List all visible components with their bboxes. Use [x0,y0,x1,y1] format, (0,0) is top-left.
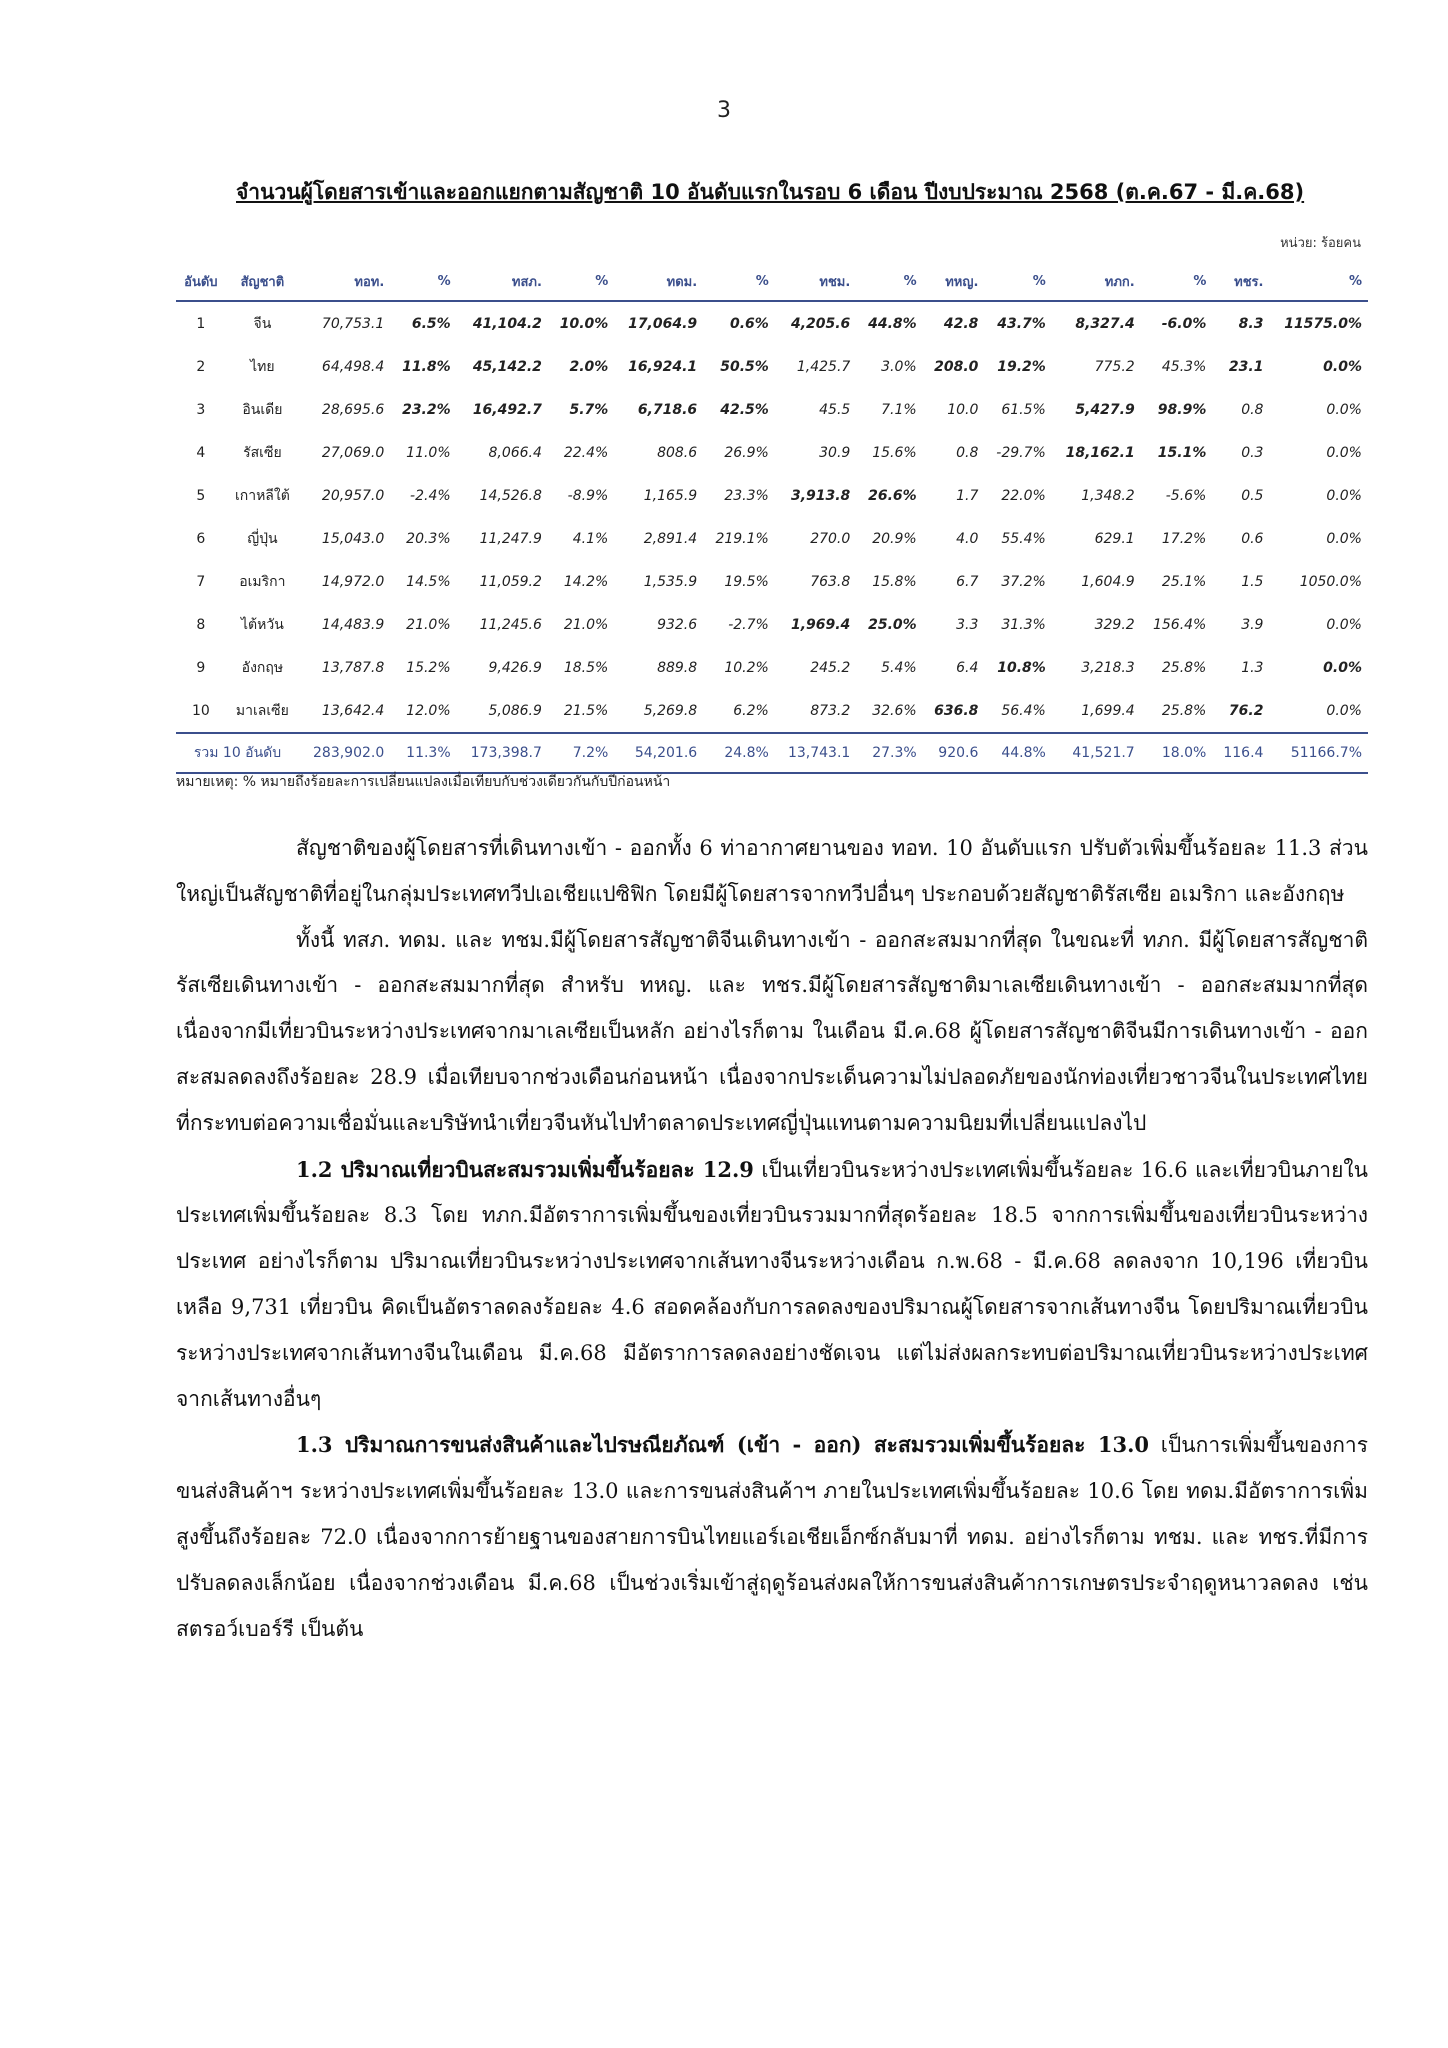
table-cell: 45.3% [1161,358,1207,375]
paragraph-cargo-body: เป็นการเพิ่มขึ้นของการขนส่งสินค้าฯ ระหว่างประเทศเพิ่มขึ้นร้อยละ 13.0 และการขนส่งสินค้าฯ ภายในประเทศเพิ่มขึ้นร้อยละ 10.6 โดย ทดม.มีอัตราการเพิ่มสูงขึ้นถึงร้อยละ 72.0 เนื่องจากการย้ายฐานของสายการบินไทยแอร์เอเชียเอ็กซ์กลับมาที่ ทดม. อย่างไรก็ตาม ทชม. และ ทชร.ที่มีการปรับลดลงเล็กน้อย เนื่องจากช่วงเดือน มี.ค.68 เป็นช่วงเริ่มเข้าสู่ฤดูร้อนส่งผลให้การขนส่งสินค้าการเกษตรประจำฤดูหนาวลดลง เช่น สตรอว์เบอร์รี เป็นต้น [176,1433,1368,1641]
table-cell: 889.8 [657,659,698,676]
table-cell: 18.0% [1141,733,1213,773]
page-number: 3 [717,98,731,123]
table-cell: 23.2% [402,401,451,418]
table-cell: 44.8% [984,733,1051,773]
table-cell: 6.4 [956,659,979,676]
table-cell: 6,718.6 [637,401,698,418]
nationality-cell: รัสเซีย [243,444,282,461]
paragraph-nationality-summary: สัญชาติของผู้โดยสารที่เดินทางเข้า - ออกทั้ง 6 ท่าอากาศยานของ ทอท. 10 อันดับแรก ปรับตัวเพิ่มขึ้นร้อยละ 11.3 ส่วนใหญ่เป็นสัญชาติที่อยู่ในกลุ่มประเทศทวีปเอเชียแปซิฟิก โดยมีผู้โดยสารจากทวีปอื่นๆ ประกอบด้วยสัญชาติรัสเซีย อเมริกา และอังกฤษ [176,836,1368,906]
table-cell: 15.8% [872,573,917,590]
table-cell: 25.8% [1161,659,1207,676]
table-total-row [176,733,1368,773]
table-cell: -2.7% [728,616,769,633]
table-cell: 283,902.0 [299,733,390,773]
table-cell: 18,162.1 [1065,444,1135,461]
header-hdy: ทหญ. [923,262,985,301]
table-body [176,301,1368,733]
table-cell: 1,604.9 [1081,573,1135,590]
table-cell: 3.0% [881,358,917,375]
table-cell: 0.6% [730,315,769,332]
table-cell: 20.3% [406,530,451,547]
table-cell: 6.7 [956,573,979,590]
section-heading-cargo: 1.3 ปริมาณการขนส่งสินค้าและไปรษณียภัณฑ์ (เข้า - ออก) สะสมรวมเพิ่มขึ้นร้อยละ 13.0 [296,1432,1149,1458]
table-cell: 1.3 [1241,659,1264,676]
table-cell: 45,142.2 [472,358,542,375]
table-row [176,431,1368,474]
table-cell: 21.0% [406,616,451,633]
table-cell: 1,425.7 [796,358,851,375]
nationality-cell: มาเลเซีย [235,702,289,719]
table-cell: 14,526.8 [479,487,542,504]
header-bkk: ทสภ. [457,262,548,301]
table-cell: 1,535.9 [643,573,698,590]
table-cell: 16,924.1 [628,358,698,375]
header-pct: % [1269,262,1368,301]
table-cell: 22.4% [563,444,609,461]
table-cell: 18.5% [563,659,609,676]
table-cell: 173,398.7 [457,733,548,773]
table-row [176,517,1368,560]
nationality-cell: อังกฤษ [241,659,284,676]
nationality-table [176,262,1368,774]
table-cell: 44.8% [868,315,917,332]
table-cell: 0.0% [1326,702,1362,719]
table-cell: 32.6% [872,702,917,719]
table-cell: 8,327.4 [1075,315,1135,332]
table-cell: 219.1% [715,530,769,547]
table-cell: 17,064.9 [628,315,698,332]
table-cell: 2,891.4 [643,530,698,547]
table-cell: 51166.7% [1269,733,1368,773]
rank-cell: 5 [196,487,206,504]
table-cell: 329.2 [1094,616,1135,633]
table-cell: 8.3 [1238,315,1264,332]
table-cell: 10.0 [947,401,979,418]
table-cell: 10.0% [559,315,609,332]
table-cell: 0.0% [1326,616,1362,633]
body-text [176,826,1368,1652]
total-label: รวม 10 อันดับ [176,733,299,773]
table-cell: 3.9 [1241,616,1264,633]
table-row [176,474,1368,517]
table-row [176,689,1368,733]
table-cell: 21.0% [563,616,609,633]
table-cell: 15,043.0 [321,530,385,547]
header-rank: อันดับ [176,262,226,301]
rank-cell: 8 [196,616,206,633]
table-cell: 4.1% [572,530,609,547]
header-pct: % [703,262,775,301]
table-cell: 15.6% [872,444,917,461]
table-cell: 7.1% [881,401,917,418]
table-cell: 25.1% [1161,573,1207,590]
header-pct: % [1141,262,1213,301]
table-cell: 270.0 [810,530,851,547]
table-cell: 10.2% [724,659,769,676]
table-cell: 26.9% [724,444,769,461]
table-cell: 0.3 [1241,444,1264,461]
table-title: จำนวนผู้โดยสารเข้าและออกแยกตามสัญชาติ 10 อันดับแรกในรอบ 6 เดือน ปีงบประมาณ 2568 (ต.ค.67 - มี.ค.68) [236,180,1305,204]
table-cell: 42.5% [720,401,769,418]
table-cell: 19.5% [724,573,769,590]
nationality-cell: ไต้หวัน [240,616,284,633]
table-cell: 116.4 [1212,733,1269,773]
table-row [176,301,1368,345]
table-row [176,388,1368,431]
table-cell: 23.1 [1228,358,1264,375]
table-cell: -6.0% [1161,315,1207,332]
nationality-cell: อินเดีย [242,401,283,418]
table-cell: -8.9% [567,487,609,504]
table-row [176,603,1368,646]
table-cell: 27,069.0 [321,444,385,461]
table-cell: 14.5% [406,573,451,590]
table-cell: 5,427.9 [1075,401,1135,418]
rank-cell: 3 [196,401,206,418]
table-cell: 11,059.2 [479,573,542,590]
table-cell: 11.8% [402,358,451,375]
table-cell: -2.4% [410,487,451,504]
rank-cell: 7 [196,573,206,590]
paragraph-nationality-detail: ทั้งนี้ ทสภ. ทดม. และ ทชม.มีผู้โดยสารสัญชาติจีนเดินทางเข้า - ออกสะสมมากที่สุด ในขณะที่ ทภก. มีผู้โดยสารสัญชาติรัสเซียเดินทางเข้า - ออกสะสมมากที่สุด สำหรับ ทหญ. และ ทชร.มีผู้โดยสารสัญชาติมาเลเซียเดินทางเข้า - ออกสะสมมากที่สุด เนื่องจากมีเที่ยวบินระหว่างประเทศจากมาเลเซียเป็นหลัก อย่างไรก็ตาม ในเดือน มี.ค.68 ผู้โดยสารสัญชาติจีนมีการเดินทางเข้า - ออกสะสมลดลงถึงร้อยละ 28.9 เมื่อเทียบจากช่วงเดือนก่อนหน้า เนื่องจากประเด็นความไม่ปลอดภัยของนักท่องเที่ยวชาวจีนในประเทศไทยที่กระทบต่อความเชื่อมั่นและบริษัทนำเที่ยวจีนหันไปทำตลาดประเทศญี่ปุ่นแทนตามความนิยมที่เปลี่ยนแปลงไป [176,927,1368,1135]
table-cell: 0.0% [1326,487,1362,504]
table-cell: 55.4% [1001,530,1046,547]
table-cell: 12.0% [406,702,451,719]
table-cell: 5,269.8 [643,702,698,719]
table-cell: 1.7 [956,487,979,504]
table-cell: 763.8 [810,573,851,590]
table-cell: 11.3% [390,733,456,773]
table-cell: 0.5 [1241,487,1264,504]
table-cell: 31.3% [1001,616,1046,633]
table-cell: 14,972.0 [321,573,385,590]
rank-cell: 1 [196,315,206,332]
rank-cell: 9 [196,659,206,676]
table-cell: 1,165.9 [643,487,698,504]
table-cell: 6.5% [411,315,451,332]
table-cell: 16,492.7 [472,401,542,418]
table-cell: 56.4% [1001,702,1046,719]
table-cell: 61.5% [1001,401,1046,418]
table-cell: 11,247.9 [479,530,542,547]
table-cell: 43.7% [997,315,1046,332]
table-cell: 30.9 [819,444,851,461]
table-cell: -29.7% [996,444,1046,461]
table-cell: 9,426.9 [488,659,542,676]
table-cell: 23.3% [724,487,769,504]
table-cell: 636.8 [934,702,979,719]
table-cell: 775.2 [1094,358,1135,375]
table-footnote: หมายเหตุ: % หมายถึงร้อยละการเปลี่ยนแปลงเมื่อเทียบกับช่วงเดียวกันกับปีก่อนหน้า [176,774,671,790]
table-cell: 5.7% [569,401,609,418]
table-cell: 25.0% [868,616,917,633]
table-cell: 0.8 [956,444,979,461]
paragraph-flights-body: เป็นเที่ยวบินระหว่างประเทศเพิ่มขึ้นร้อยละ 16.6 และเที่ยวบินภายในประเทศเพิ่มขึ้นร้อยละ 8.3 โดย ทภก.มีอัตราการเพิ่มขึ้นของเที่ยวบินรวมมากที่สุดร้อยละ 18.5 จากการเพิ่มขึ้นของเที่ยวบินระหว่างประเทศ อย่างไรก็ตาม ปริมาณเที่ยวบินระหว่างประเทศจากเส้นทางจีนระหว่างเดือน ก.พ.68 - มี.ค.68 ลดลงจาก 10,196 เที่ยวบิน เหลือ 9,731 เที่ยวบิน คิดเป็นอัตราลดลงร้อยละ 4.6 สอดคล้องกับการลดลงของปริมาณผู้โดยสารจากเส้นทางจีน โดยปริมาณเที่ยวบินระหว่างประเทศจากเส้นทางจีนในเดือน มี.ค.68 มีอัตราการลดลงอย่างชัดเจน แต่ไม่ส่งผลกระทบต่อปริมาณเที่ยวบินระหว่างประเทศจากเส้นทางอื่นๆ [176,1157,1369,1411]
table-cell: 41,521.7 [1052,733,1141,773]
table-cell: 8,066.4 [488,444,542,461]
table-cell: 20.9% [872,530,917,547]
table-cell: 4.0 [956,530,979,547]
table-cell: 0.0% [1326,444,1362,461]
table-cell: 808.6 [657,444,698,461]
table-cell: 2.0% [569,358,609,375]
section-heading-flights: 1.2 ปริมาณเที่ยวบินสะสมรวมเพิ่มขึ้นร้อยละ 12.9 [296,1156,754,1182]
table-cell: 98.9% [1157,401,1207,418]
table-cell: 3.3 [956,616,979,633]
header-dmk: ทดม. [614,262,703,301]
rank-cell: 2 [196,358,206,375]
table-cell: 11,245.6 [479,616,542,633]
nationality-cell: จีน [253,315,272,332]
header-nationality: สัญชาติ [226,262,299,301]
table-cell: 5,086.9 [488,702,542,719]
table-cell: 64,498.4 [321,358,385,375]
rank-cell: 10 [191,702,210,719]
table-cell: 17.2% [1161,530,1207,547]
table-cell: 208.0 [934,358,979,375]
table-cell: 22.0% [1001,487,1046,504]
table-cell: 11575.0% [1284,315,1362,332]
table-cell: 245.2 [810,659,851,676]
table-cell: 25.8% [1161,702,1207,719]
table-cell: 13,743.1 [775,733,856,773]
table-cell: 932.6 [657,616,698,633]
rank-cell: 4 [196,444,206,461]
table-cell: 28,695.6 [321,401,385,418]
table-cell: 21.5% [563,702,609,719]
table-cell: 0.0% [1323,659,1362,676]
table-cell: 41,104.2 [472,315,542,332]
table-cell: 14.2% [563,573,609,590]
nationality-cell: ไทย [250,358,275,375]
header-pct: % [856,262,922,301]
table-cell: 3,913.8 [790,487,851,504]
table-cell: 6.2% [733,702,769,719]
paragraph-flights [176,1147,1368,1423]
nationality-cell: อเมริกา [239,573,286,590]
table-cell: 15.1% [1157,444,1207,461]
unit-note: หน่วย: ร้อยคน [1280,236,1361,251]
table-cell: 5.4% [881,659,917,676]
table-cell: 76.2 [1228,702,1264,719]
table-cell: 19.2% [997,358,1046,375]
header-cnx: ทชม. [775,262,856,301]
rank-cell: 6 [196,530,206,547]
table-cell: 37.2% [1001,573,1046,590]
table-cell: 873.2 [810,702,851,719]
table-cell: 50.5% [720,358,769,375]
table-cell: 0.0% [1326,530,1362,547]
table-cell: 629.1 [1094,530,1135,547]
table-cell: 27.3% [856,733,922,773]
table-cell: 3,218.3 [1081,659,1135,676]
table-cell: -5.6% [1165,487,1207,504]
nationality-cell: เกาหลีใต้ [234,487,290,504]
table-cell: 0.0% [1326,401,1362,418]
table-cell: 0.0% [1323,358,1362,375]
table-cell: 0.6 [1241,530,1264,547]
table-cell: 70,753.1 [321,315,385,332]
table-cell: 26.6% [868,487,917,504]
table-cell: 11.0% [406,444,451,461]
table-cell: 54,201.6 [614,733,703,773]
table-row [176,646,1368,689]
table-cell: 920.6 [923,733,985,773]
table-cell: 1050.0% [1299,573,1362,590]
header-pct: % [984,262,1051,301]
header-pct: % [548,262,614,301]
table-cell: 1,969.4 [790,616,851,633]
table-cell: 13,787.8 [321,659,385,676]
table-cell: 14,483.9 [321,616,385,633]
table-cell: 20,957.0 [321,487,385,504]
header-cei: ทชร. [1212,262,1269,301]
table-cell: 4,205.6 [790,315,851,332]
header-aot: ทอท. [299,262,390,301]
nationality-cell: ญี่ปุ่น [247,530,278,547]
table-cell: 10.8% [997,659,1046,676]
table-cell: 24.8% [703,733,775,773]
table-cell: 13,642.4 [321,702,385,719]
table-row [176,345,1368,388]
table-cell: 42.8 [943,315,979,332]
table-cell: 1,699.4 [1081,702,1135,719]
header-hkt: ทภก. [1052,262,1141,301]
table-header-row [176,262,1368,301]
paragraph-cargo [176,1422,1368,1652]
table-cell: 45.5 [819,401,851,418]
table-cell: 1.5 [1241,573,1264,590]
table-cell: 1,348.2 [1081,487,1135,504]
table-row [176,560,1368,603]
table-cell: 7.2% [548,733,614,773]
table-cell: 0.8 [1241,401,1264,418]
header-pct: % [390,262,456,301]
table-cell: 15.2% [406,659,451,676]
table-cell: 156.4% [1152,616,1207,633]
